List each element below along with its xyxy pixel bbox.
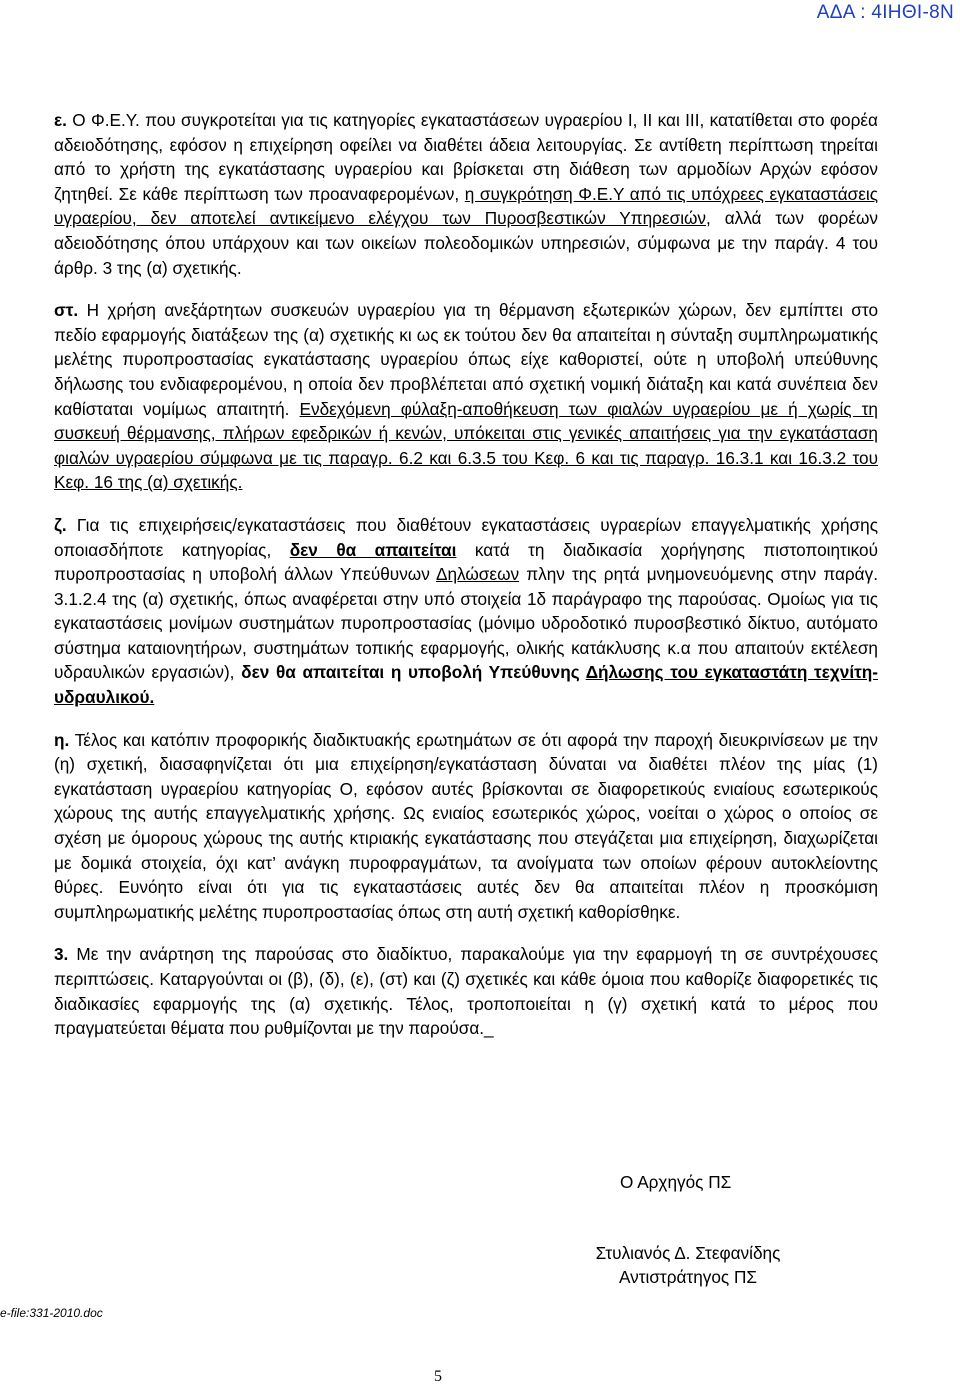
section-z-underlined-word: Δηλώσεων (436, 564, 520, 585)
section-3-label: 3. (54, 944, 69, 965)
section-e-label: ε. (54, 110, 67, 130)
section-h (54, 728, 878, 925)
section-3-trailing: _ (484, 1018, 494, 1039)
signature-block (574, 1241, 802, 1289)
section-h-text: Τέλος και κατόπιν προφορικής διαδικτυακής ερωτημάτων σε ότι αφορά την παροχή διευκρινίσεων με την (η) σχετική, διασαφηνίζεται ότι μια επιχείρηση/εγκατάσταση δύναται να διαθέτει πλέον της μίας (1) εγκατάσταση υγραερίου κατηγορίας Ο, εφόσον αυτές βρίσκονται σε διαφορετικούς ενιαίους εσωτερικούς χώρους της αυτής επαγγελματικής χρήσης. Ως ενιαίος εσωτερικός χώρος, νοείται ο χώρος ο οποίος σε σχέση με όμορους χώρους της αυτής κτιριακής εγκατάστασης που στεγάζεται μια επιχείρηση, διαχωρίζεται με δομικά στοιχεία, όχι κατ’ ανάγκη πυροφραγμάτων, τα ανοίγματα των οποίων φέρουν αυτοκλείοντης θύρες. Ευνόητο είναι ότι για τις εγκαταστάσεις αυτές δεν θα απαιτείται πλέον η προσκόμιση συμπληρωματικής μελέτης πυροπροστασίας όπως στη αυτή σχετική καθορίσθηκε. (54, 729, 878, 922)
section-e-text-end: , αλλά των φορέων αδειοδότησης όπου υπάρχουν και των οικείων πολεοδομικών υπηρεσιών, σύμφωνα με την παράγ. 4 του άρθρ. 3 της (α) σχετικής. (54, 208, 878, 278)
section-z-bold-underlined-end: Δήλωσης του εγκαταστάτη τεχνίτη-υδραυλικού. (54, 662, 878, 708)
section-3 (54, 942, 878, 1040)
section-st-text: Η χρήση ανεξάρτητων συσκευών υγραερίου για τη θέρμανση εξωτερικών χώρων, δεν εμπίπτει στο πεδίο εφαρμογής διατάξεων της (α) σχετικής κι ως εκ τούτου δεν θα απαιτείται η σύνταξη συμπληρωματικής μελέτης πυροπροστασίας εγκατάστασης υγραερίου όπως είχε καθοριστεί, ούτε η υποβολή υπεύθυνης δήλωσης του ενδιαφερομένου, η οποία δεν προβλέπεται από σχετική νομική διάταξη και κατά συνέπεια δεν καθίσταται νομίμως απαιτητή. (54, 300, 878, 419)
section-z (54, 513, 878, 710)
section-e-underlined: η συγκρότηση Φ.Ε.Υ από τις υπόχρεες εγκαταστάσεις υγραερίου, δεν αποτελεί αντικείμενο ελέγχου των Πυροσβεστικών Υπηρεσιών (54, 183, 878, 229)
section-st-label: στ. (54, 300, 79, 321)
section-z-label: ζ. (54, 514, 67, 535)
signature-rank: Αντιστράτηγος ΠΣ (618, 1267, 758, 1287)
section-e (54, 108, 878, 280)
section-st-underlined: Ενδεχόμενη φύλαξη-αποθήκευση των φιαλών υγραερίου με ή χωρίς τη συσκευή θέρμανσης, πλήρων εφεδρικών ή κενών, υπόκειται στις γενικές απαιτήσεις για την εγκατάσταση φιαλών υγραερίου σύμφωνα με τις παραγρ. 6.2 και 6.3.5 του Κεφ. 6 και τις παραγρ. 16.3.1 και 16.3.2 του Κεφ. 16 της (α) σχετικής. (54, 398, 878, 493)
efile-reference: e-file:331-2010.doc (0, 1306, 103, 1320)
section-st (54, 298, 878, 495)
section-z-text: Για τις επιχειρήσεις/εγκαταστάσεις που διαθέτουν εγκαταστάσεις υγραερίων επαγγελματικής χρήσης οποιασδήποτε κατηγορίας, (54, 514, 878, 560)
page-number: 5 (434, 1368, 442, 1385)
section-z-text-2: κατά τη διαδικασία χορήγησης πιστοποιητικού πυροπροστασίας η υποβολή άλλων Υπεύθυνων (54, 539, 878, 585)
section-z-text-3: πλην της ρητά μνημονευόμενης στην παράγ. 3.1.2.4 της (α) σχετικής, όπως αναφέρεται στην υπό στοιχεία 1δ παράγραφο της παρούσας. Ομοίως για τις εγκαταστάσεις μονίμων συστημάτων πυροπροστασίας (μόνιμο υδροδοτικό πυροσβεστικό δίκτυο, αυτόματο σύστημα καταιονητήρων, συστημάτων τοπικής εφαρμογής, ολικής κατάκλυσης κ.α που απαιτούν εκτέλεση υδραυλικών εργασιών), (54, 564, 878, 683)
signature-title: Ο Αρχηγός ΠΣ (620, 1172, 732, 1192)
section-z-bold-underlined: δεν θα απαιτείται (289, 539, 457, 560)
document-body (54, 108, 878, 1041)
section-3-text: Με την ανάρτηση της παρούσας στο διαδίκτυο, παρακαλούμε για την εφαρμογή τη σε συντρέχουσες περιπτώσεις. Καταργούνται οι (β), (δ), (ε), (στ) και (ζ) σχετικές και κάθε όμοια που καθορίζε διαφορετικές τις διαδικασίες εφαρμογής της (α) σχετικής. Τέλος, τροποποιείται η (γ) σχετική κατά το μέρος που πραγματεύεται θέματα που ρυθμίζονται με την παρούσα. (54, 944, 878, 1039)
ada-code: ΑΔΑ : 4ΙΗΘΙ-8Ν (816, 2, 954, 23)
section-e-text: Ο Φ.Ε.Υ. που συγκροτείται για τις κατηγορίες εγκαταστάσεων υγραερίου Ι, ΙΙ και ΙΙΙ, κατατίθεται στο φορέα αδειοδότησης, εφόσον η επιχείρηση οφείλει να διαθέτει άδεια λειτουργίας. Σε αντίθετη περίπτωση τηρείται από το χρήστη της εγκατάστασης υγραερίου και βρίσκεται στη διάθεση των αρμοδίων Αρχών εφόσον ζητηθεί. Σε κάθε περίπτωση των προαναφερομένων, (54, 110, 878, 204)
signature-name: Στυλιανός Δ. Στεφανίδης (595, 1243, 781, 1263)
section-h-label: η. (54, 729, 70, 750)
section-z-bold: δεν θα απαιτείται η υποβολή Υπεύθυνης (241, 662, 586, 683)
